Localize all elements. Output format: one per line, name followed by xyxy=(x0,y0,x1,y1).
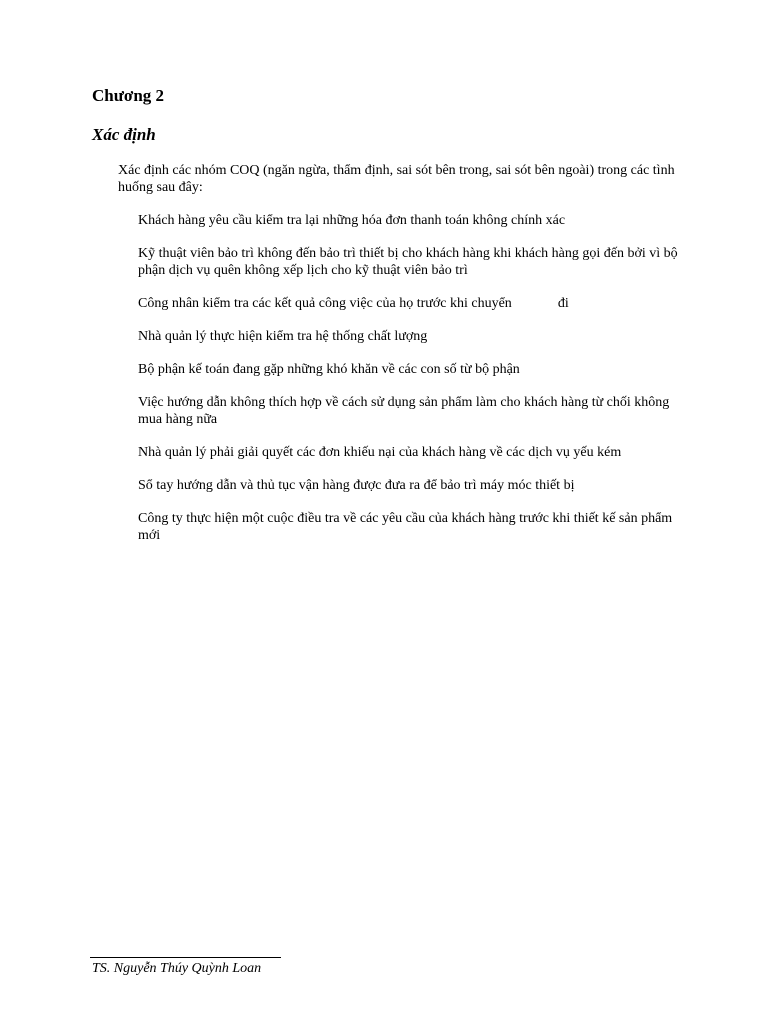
list-item: Bộ phận kế toán đang gặp những khó khăn về các con số từ bộ phận xyxy=(138,362,520,377)
intro-paragraph: Xác định các nhóm COQ (ngăn ngừa, thẩm định, sai sót bên trong, sai sót bên ngoài) trong các tình huống sau đây: xyxy=(118,163,675,195)
footer-author: TS. Nguyễn Thúy Quỳnh Loan xyxy=(92,961,262,976)
list-item-text: Công nhân kiểm tra các kết quả công việc của họ trước khi chuyển xyxy=(138,296,512,311)
list-item: Nhà quản lý thực hiện kiểm tra hệ thống chất lượng xyxy=(138,329,428,344)
list-item: Kỹ thuật viên bảo trì không đến bảo trì thiết bị cho khách hàng khi khách hàng gọi đến bởi vì bộ phận dịch vụ quên không xếp lịch cho kỹ thuật viên bảo trì xyxy=(138,246,678,278)
list-item: Việc hướng dẫn không thích hợp về cách sử dụng sản phẩm làm cho khách hàng từ chối không mua hàng nữa xyxy=(138,395,670,427)
list-item: Khách hàng yêu cầu kiểm tra lại những hóa đơn thanh toán không chính xác xyxy=(138,213,566,228)
list-item: Sổ tay hướng dẫn và thủ tục vận hàng được đưa ra để bảo trì máy móc thiết bị xyxy=(138,478,575,493)
list-item: Nhà quản lý phải giải quyết các đơn khiếu nại của khách hàng về các dịch vụ yếu kém xyxy=(138,445,622,460)
footer-divider xyxy=(90,957,281,958)
situation-list xyxy=(138,212,688,560)
section-title: Xác định xyxy=(92,125,156,144)
list-item-suffix: đi xyxy=(557,296,569,311)
list-item: Công ty thực hiện một cuộc điều tra về các yêu cầu của khách hàng trước khi thiết kế sản phẩm mới xyxy=(138,511,673,543)
list-item xyxy=(138,295,688,312)
chapter-title: Chương 2 xyxy=(92,86,165,105)
